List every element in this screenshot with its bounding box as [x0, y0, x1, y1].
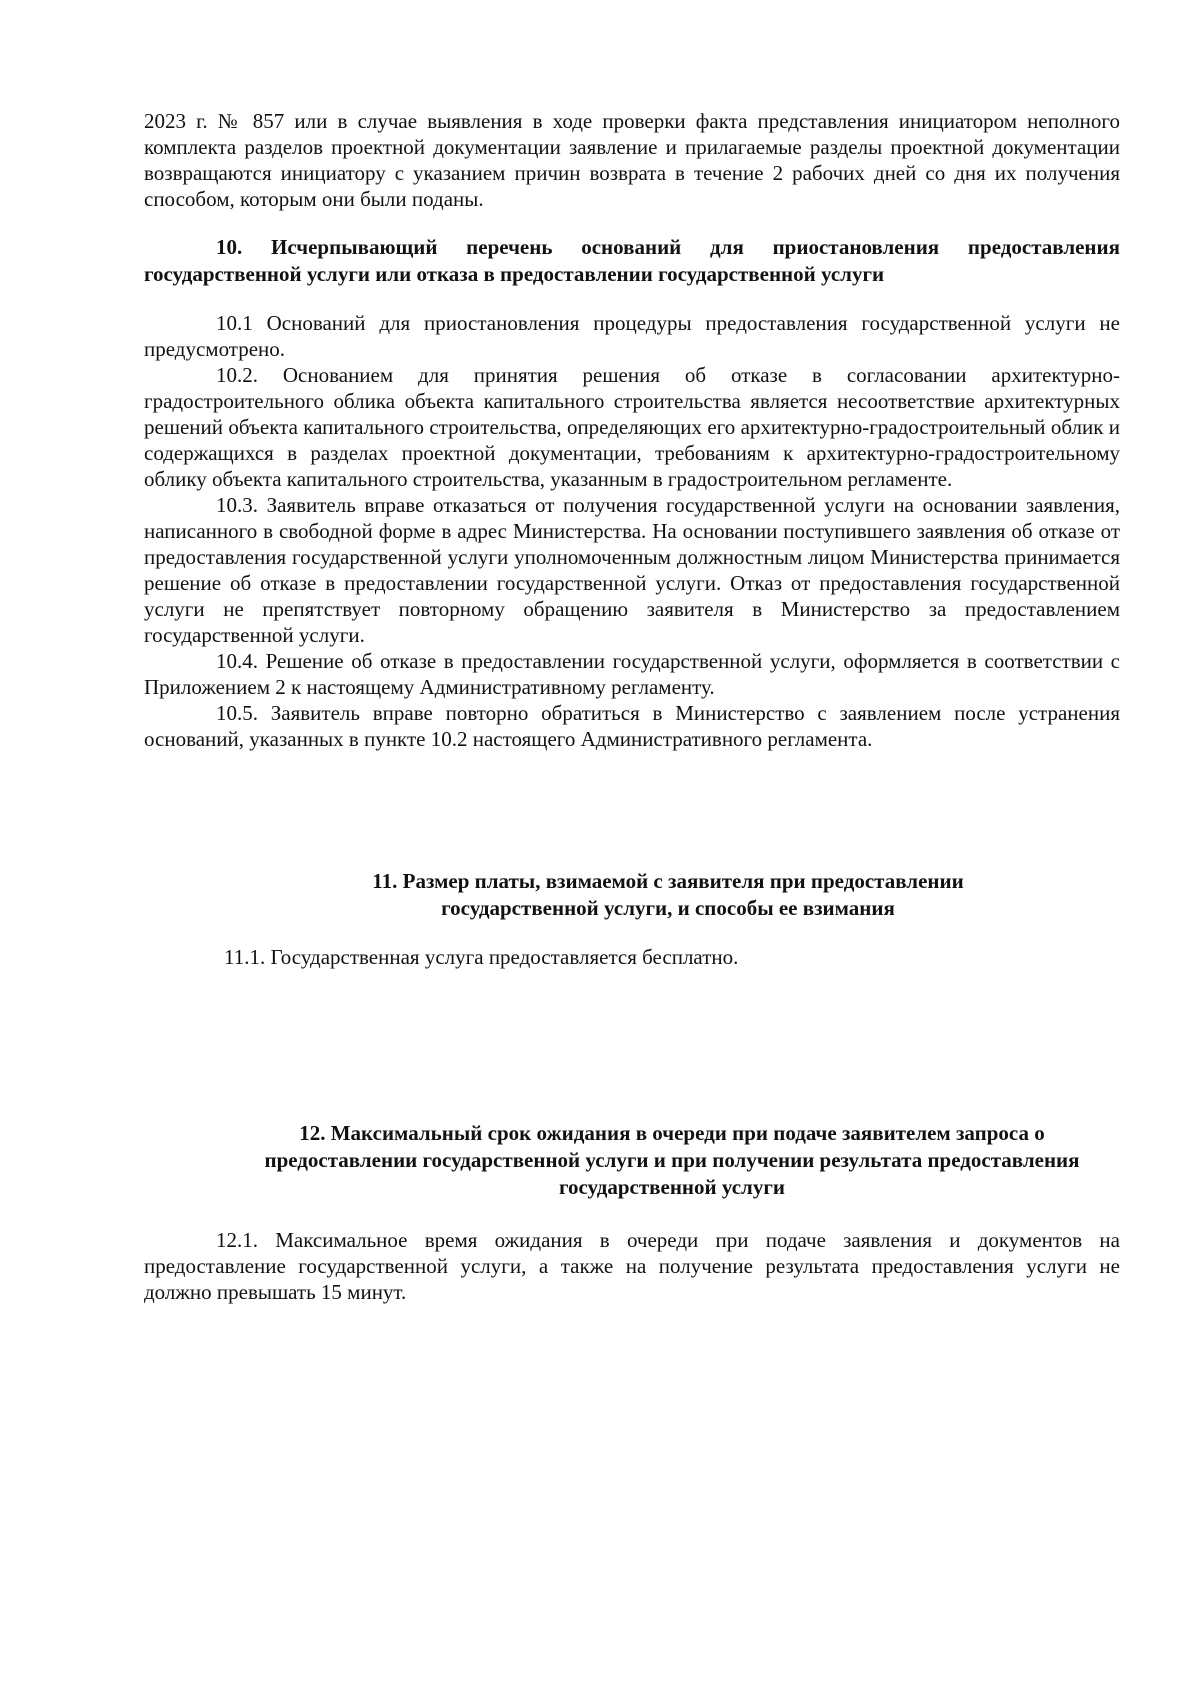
- paragraph-10-4: 10.4. Решение об отказе в предоставлении государственной услуги, оформляется в соответствии с Приложением 2 к настоящему Административному регламенту.: [144, 649, 1120, 699]
- section-12-heading-line-1: 12. Максимальный срок ожидания в очереди при подаче заявителем запроса о: [299, 1121, 1045, 1145]
- section-10-heading: 10. Исчерпывающий перечень оснований для приостановления предоставления государственной услуги или отказа в предоставлении государственной услуги: [144, 235, 1120, 286]
- document-page: [144, 108, 1120, 1305]
- section-12-heading-line-3: государственной услуги: [559, 1175, 785, 1199]
- section-11-heading-line-2: государственной услуги, и способы ее взимания: [441, 896, 895, 920]
- paragraph-12-1: 12.1. Максимальное время ожидания в очереди при подаче заявления и документов на предоставление государственной услуги, а также на получение результата предоставления услуги не должно превышать 15 минут.: [144, 1228, 1120, 1304]
- section-11-heading-line-1: 11. Размер платы, взимаемой с заявителя при предоставлении: [372, 869, 964, 893]
- section-12-heading-line-2: предоставлении государственной услуги и при получении результата предоставления: [264, 1148, 1080, 1172]
- section-10-body: [144, 310, 1120, 752]
- section-11-heading: [144, 868, 1120, 922]
- paragraph-10-2: 10.2. Основанием для принятия решения об отказе в согласовании архитектурно-градостроительного облика объекта капитального строительства является несоответствие архитектурных решений объекта капитального строительства, определяющих его архитектурно-градостроительный облик и содержащихся в разделах проектной документации, требованиям к архитектурно-градостроительному облику объекта капитального строительства, указанным в градостроительном регламенте.: [144, 363, 1120, 491]
- paragraph-10-5: 10.5. Заявитель вправе повторно обратиться в Министерство с заявлением после устранения оснований, указанных в пункте 10.2 настоящего Административного регламента.: [144, 701, 1120, 751]
- paragraph-11-1: 11.1. Государственная услуга предоставляется бесплатно.: [224, 945, 739, 969]
- section-12-heading: [144, 1120, 1120, 1201]
- paragraph-10-3: 10.3. Заявитель вправе отказаться от получения государственной услуги на основании заявления, написанного в свободной форме в адрес Министерства. На основании поступившего заявления об отказе от предоставления государственной услуги уполномоченным должностным лицом Министерства принимается решение об отказе в предоставлении государственной услуги. Отказ от предоставления государственной услуги не препятствует повторному обращению заявителя в Министерство за предоставлением государственной услуги.: [144, 493, 1120, 647]
- intro-paragraph: 2023 г. № 857 или в случае выявления в ходе проверки факта представления инициатором неполного комплекта разделов проектной документации заявление и прилагаемые разделы проектной документации возвращаются инициатору с указанием причин возврата в течение 2 рабочих дней со дня их получения способом, которым они были поданы.: [144, 109, 1120, 211]
- paragraph-10-1: 10.1 Оснований для приостановления процедуры предоставления государственной услуги не предусмотрено.: [144, 311, 1120, 361]
